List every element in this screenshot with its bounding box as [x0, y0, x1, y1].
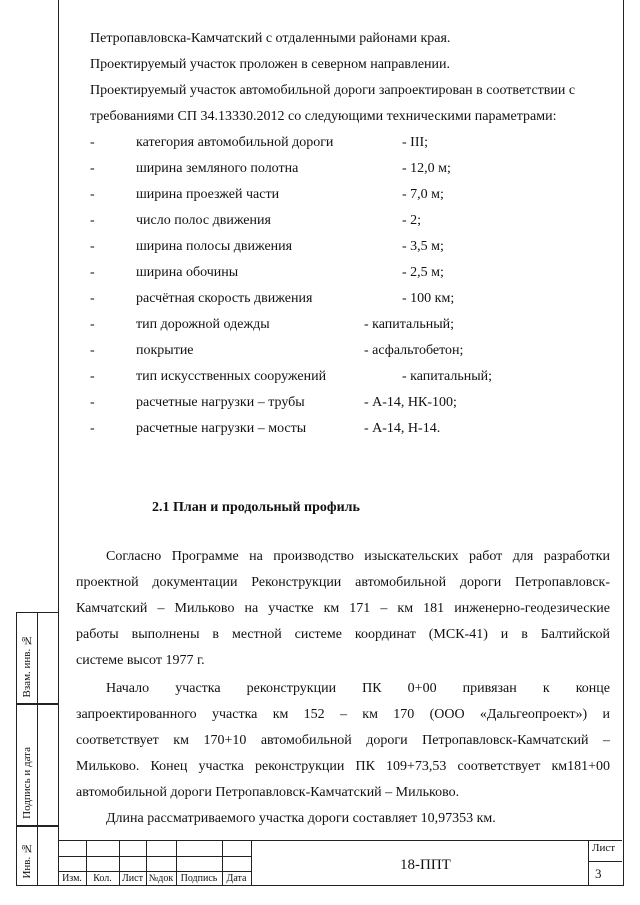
- param-name: число полос движения: [136, 213, 271, 228]
- param-name: тип искусственных сооружений: [136, 369, 327, 384]
- param-value: - 100 км;: [402, 291, 455, 306]
- param-name: ширина земляного полотна: [136, 161, 299, 176]
- para3-line: Длина рассматриваемого участка дороги составляет 10,97353 км.: [106, 811, 496, 826]
- side-label-inv: Инв. №: [21, 842, 33, 879]
- param-name: тип дорожной одежды: [136, 317, 270, 332]
- param-value: - А-14, НК-100;: [364, 395, 457, 410]
- body-line-2: Проектируемый участок проложен в северном направлении.: [90, 57, 451, 72]
- side-label-podpis: Подпись и дата: [21, 747, 33, 819]
- param-value: - асфальтобетон;: [364, 343, 464, 358]
- param-dash: -: [90, 395, 95, 410]
- param-value: - 3,5 м;: [402, 239, 444, 254]
- param-dash: -: [90, 343, 95, 358]
- stamp-col-izm: Изм.: [62, 873, 82, 884]
- section-heading: 2.1 План и продольный профиль: [152, 500, 360, 515]
- side-box-vzam: [16, 612, 58, 704]
- stamp-col-line: [251, 840, 252, 886]
- body-line-1: Петропавловска-Камчатский с отдаленными районами края.: [90, 31, 451, 46]
- param-dash: -: [90, 161, 95, 176]
- para1-line: Камчатский – Мильково на участке км 171 – км 181 инженерно-геодезические: [76, 601, 610, 616]
- para1-line: Согласно Программе на производство изыскательских работ для разработки: [106, 549, 610, 564]
- sheet-number: 3: [595, 866, 602, 881]
- para2-line: автомобильной дороги Петропавловск-Камчатский – Мильково.: [76, 785, 460, 800]
- param-name: ширина полосы движения: [136, 239, 293, 254]
- stamp-col-podpis: Подпись: [180, 873, 218, 884]
- param-dash: -: [90, 213, 95, 228]
- side-label-vzam: Взам. инв. №: [21, 633, 33, 697]
- stamp-col-ndok: №док: [148, 873, 174, 884]
- param-value: - 7,0 м;: [402, 187, 444, 202]
- param-dash: -: [90, 135, 95, 150]
- sheet-label: Лист: [592, 842, 616, 854]
- param-value: - 2;: [402, 213, 422, 228]
- param-value: - 12,0 м;: [402, 161, 451, 176]
- param-dash: -: [90, 187, 95, 202]
- param-name: расчётная скорость движения: [136, 291, 313, 306]
- param-value: - капитальный;: [402, 369, 493, 384]
- para2-line: соответствует км 170+10 автомобильной дороги Петропавловск-Камчатский –: [76, 733, 610, 748]
- body-line-4: требованиями СП 34.13330.2012 со следующими техническими параметрами:: [90, 109, 557, 124]
- stamp-col-list: Лист: [122, 873, 143, 884]
- param-name: ширина обочины: [136, 265, 239, 280]
- param-value: - 2,5 м;: [402, 265, 444, 280]
- param-dash: -: [90, 291, 95, 306]
- para1-line: системе высот 1977 г.: [76, 653, 205, 668]
- page-frame: [58, 0, 624, 886]
- side-box-podpis: [16, 704, 58, 826]
- param-name: категория автомобильной дороги: [136, 135, 334, 150]
- para1-line: работы выполнены в местной системе координат (МСК-41) и в Балтийской: [76, 627, 610, 642]
- param-name: расчетные нагрузки – мосты: [136, 421, 307, 436]
- param-dash: -: [90, 421, 95, 436]
- param-dash: -: [90, 317, 95, 332]
- stamp-sheet-divider: [588, 861, 622, 862]
- side-box-inv: [16, 826, 58, 886]
- stamp-top-line: [58, 840, 622, 841]
- stamp-col-kol: Кол.: [93, 873, 112, 884]
- param-name: покрытие: [136, 343, 194, 358]
- param-dash: -: [90, 265, 95, 280]
- para2-line: запроектированного участка км 152 – км 170 (ООО «Дальгеопроект») и: [76, 707, 610, 722]
- param-name: расчетные нагрузки – трубы: [136, 395, 305, 410]
- param-name: ширина проезжей части: [136, 187, 280, 202]
- param-dash: -: [90, 239, 95, 254]
- title-block: [58, 840, 622, 886]
- body-line-3: Проектируемый участок автомобильной дороги запроектирован в соответствии с: [90, 83, 576, 98]
- para2-line: Мильково. Конец участка реконструкции ПК 109+73,53 соответствует км181+00: [76, 759, 610, 774]
- param-value: - капитальный;: [364, 317, 455, 332]
- stamp-col-line: [588, 840, 589, 886]
- para1-line: проектной документации Реконструкции автомобильной дороги Петропавловск-: [76, 575, 610, 590]
- param-dash: -: [90, 369, 95, 384]
- param-value: - А-14, Н-14.: [364, 421, 441, 436]
- param-value: - III;: [402, 135, 429, 150]
- document-number: 18-ППТ: [400, 857, 451, 873]
- para2-line: Начало участка реконструкции ПК 0+00 привязан к конце: [106, 681, 610, 696]
- stamp-col-data: Дата: [226, 873, 247, 884]
